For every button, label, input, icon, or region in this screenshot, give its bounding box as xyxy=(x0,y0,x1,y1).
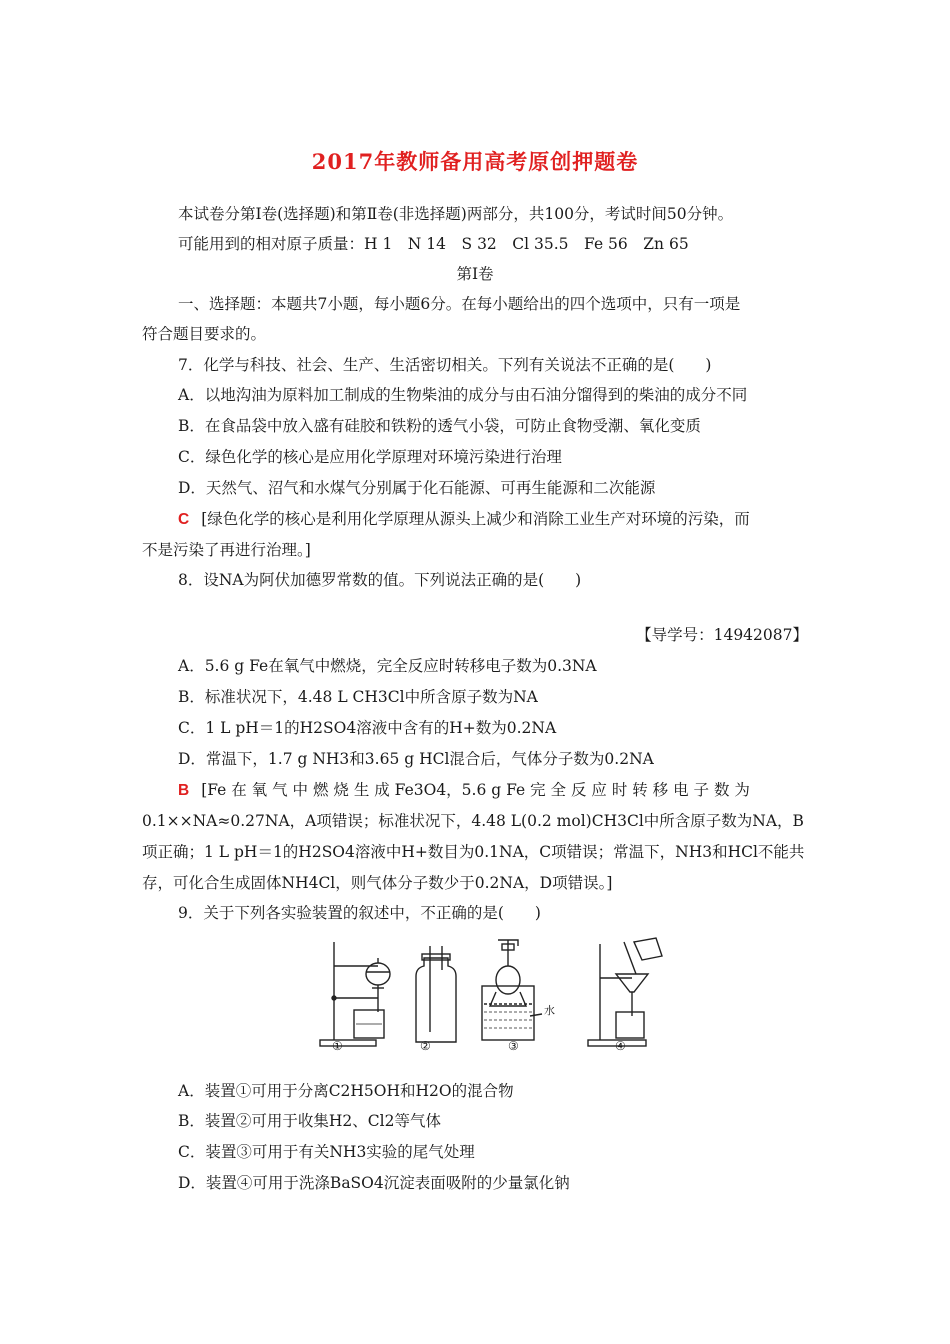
q8-explanation-text: [Fe 在 氧 气 中 燃 烧 生 成 Fe3O4，5.6 g Fe 完 全 反 应 时 转 移 电 子 数 为 xyxy=(201,781,750,799)
q8-answer: B xyxy=(178,782,190,799)
q7-option-a: A．以地沟油为原料加工制成的生物柴油的成分与由石油分馏得到的柴油的成分不同 xyxy=(178,386,748,404)
apparatus-4-filtration xyxy=(588,938,662,1046)
figure-label-2: ② xyxy=(420,1039,431,1053)
section-desc-2: 符合题目要求的。 xyxy=(142,325,267,343)
q8-explanation-3: 项正确；1 L pH＝1的H2SO4溶液中H+数目为0.1NA，C项错误；常温下，NH3和HCl不能共 xyxy=(142,843,805,861)
figure-label-1: ① xyxy=(332,1039,343,1053)
figure-label-4: ④ xyxy=(615,1039,626,1053)
q7-explanation-2: 不是污染了再进行治理。] xyxy=(142,541,311,559)
q9-stem: 9．关于下列各实验装置的叙述中，不正确的是( ) xyxy=(178,904,541,922)
page-title: 2017年教师备用高考原创押题卷 xyxy=(311,149,639,174)
section-desc-1: 一、选择题：本题共7小题，每小题6分。在每小题给出的四个选项中，只有一项是 xyxy=(178,295,741,313)
intro-line-1: 本试卷分第Ⅰ卷(选择题)和第Ⅱ卷(非选择题)两部分，共100分，考试时间50分钟。 xyxy=(178,205,734,223)
q8-guide-number: 【导学号：14942087】 xyxy=(636,626,808,644)
q8-option-a: A．5.6 g Fe在氧气中燃烧，完全反应时转移电子数为0.3NA xyxy=(178,657,597,675)
figure-label-3: ③ xyxy=(508,1039,519,1053)
q7-option-c: C．绿色化学的核心是应用化学原理对环境污染进行治理 xyxy=(178,448,562,466)
apparatus-1-separatory-funnel xyxy=(320,942,390,1046)
q9-option-c: C．装置③可用于有关NH3实验的尾气处理 xyxy=(178,1143,475,1161)
q8-explanation-2: 0.1××NA≈0.27NA，A项错误；标准状况下，4.48 L(0.2 mol)CH3Cl中所含原子数为NA，B xyxy=(142,812,804,830)
q7-answer: C xyxy=(178,511,190,528)
q9-option-b: B．装置②可用于收集H2、Cl2等气体 xyxy=(178,1112,441,1130)
q9-option-d: D．装置④可用于洗涤BaSO4沉淀表面吸附的少量氯化钠 xyxy=(178,1174,570,1192)
intro-line-2: 可能用到的相对原子质量：H 1 N 14 S 32 Cl 35.5 Fe 56 Zn 65 xyxy=(178,235,689,253)
q8-explanation-4: 存，可化合生成固体NH4Cl，则气体分子数少于0.2NA，D项错误。] xyxy=(142,874,613,892)
q7-stem: 7．化学与科技、社会、生产、生活密切相关。下列有关说法不正确的是( ) xyxy=(178,356,712,374)
q8-option-d: D．常温下，1.7 g NH3和3.65 g HCl混合后，气体分子数为0.2NA xyxy=(178,750,654,768)
q8-stem: 8．设NA为阿伏加德罗常数的值。下列说法正确的是( ) xyxy=(178,571,582,589)
q8-option-c: C．1 L pH＝1的H2SO4溶液中含有的H+数为0.2NA xyxy=(178,719,557,737)
apparatus-3-inverted-funnel xyxy=(482,940,542,1040)
q8-explanation-1 xyxy=(178,779,750,802)
apparatus-2-gas-bottle xyxy=(416,946,456,1042)
q7-explanation-text: [绿色化学的核心是利用化学原理从源头上减少和消除工业生产对环境的污染，而 xyxy=(201,510,750,528)
q7-option-d: D．天然气、沼气和水煤气分别属于化石能源、可再生能源和二次能源 xyxy=(178,479,656,497)
q7-explanation-1 xyxy=(178,508,750,531)
q9-option-a: A．装置①可用于分离C2H5OH和H2O的混合物 xyxy=(178,1082,514,1100)
q7-option-b: B．在食品袋中放入盛有硅胶和铁粉的透气小袋，可防止食物受潮、氧化变质 xyxy=(178,417,701,435)
water-label: 水 xyxy=(544,1004,555,1017)
section-title: 第Ⅰ卷 xyxy=(456,265,494,283)
q8-option-b: B．标准状况下，4.48 L CH3Cl中所含原子数为NA xyxy=(178,688,538,706)
